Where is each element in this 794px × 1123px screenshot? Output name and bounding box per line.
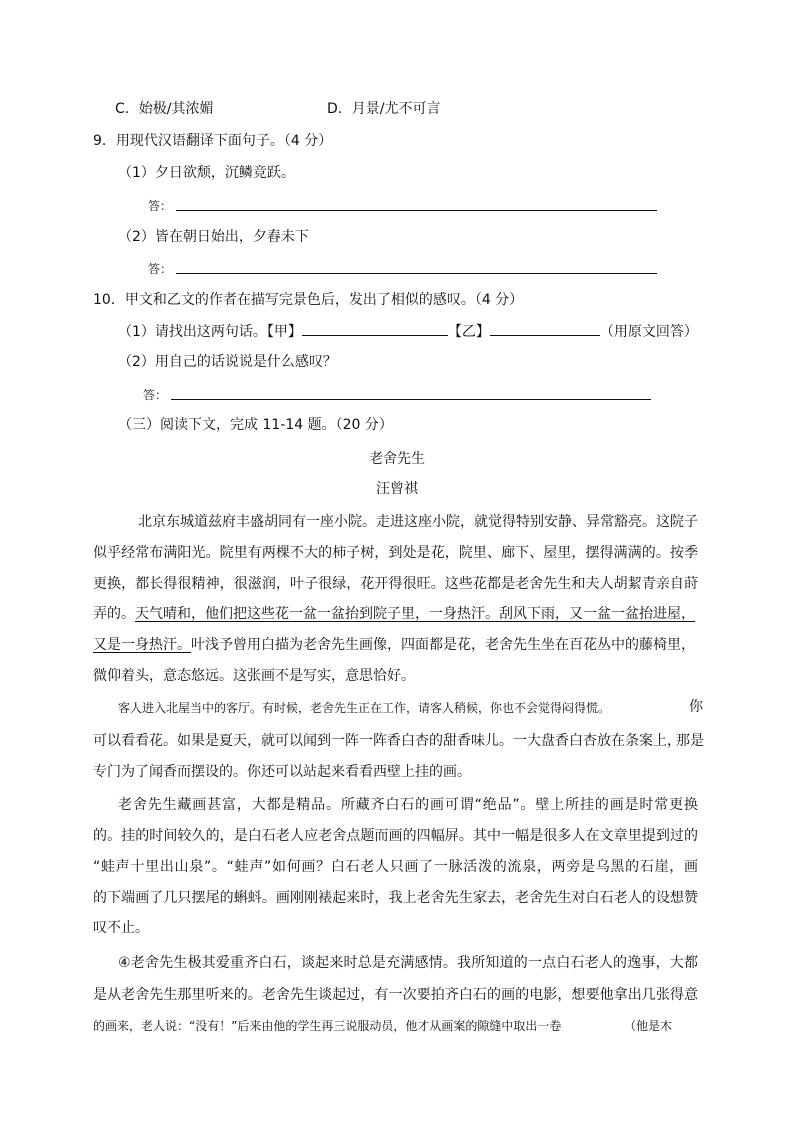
q10-item1-prefix: （1）请找出这两句话。 <box>118 324 267 340</box>
q10-item2: （2）用自己的话说说是什么感叹？ <box>118 354 337 370</box>
q9-item1: （1）夕日欲颓，沉鳞竞跃。 <box>118 165 295 181</box>
p2-line-1: 客人进入北屋当中的客厅。有时候，老舍先生正在工作，请客人稍候，你也不会觉得闷得慌。 <box>118 701 611 715</box>
p1-line-2: 似乎经常布满阳光。院里有两棵不大的柿子树，到处是花，院里、廊下、屋里，摆得满满的。按季 <box>93 545 698 561</box>
q8-option-c: C．始极/其浓媚 <box>115 101 214 117</box>
p3-line-4: 的下端画了几只摆尾的蝌蚪。画刚刚裱起来时，我上老舍先生家去，老舍先生对白石老人的设想赞 <box>93 890 698 906</box>
p1-line-4-start: 弄的。 <box>93 606 135 622</box>
p2-line-3: 专门为了闻香而摆设的。你还可以站起来看看西壁上挂的画。 <box>93 764 471 780</box>
p1-line-1: 北京东城道兹府丰盛胡同有一座小院。走进这座小院，就觉得特别安静、异常豁亮。这院子 <box>138 514 698 530</box>
p1-underlined-sentence-a: 天气晴和，他们把这些花一盆一盆抬到院子里，一身热汗。刮风下雨，又一盆一盆抬进屋， <box>135 606 695 622</box>
article-author: 汪曾祺 <box>376 481 418 497</box>
p1-line-5-rest: 叶浅予曾用白描为老舍先生画像，四面都是花，老舍先生坐在百花丛中的藤椅里， <box>191 637 695 653</box>
p1-line-6: 微仰着头，意态悠远。这张画不是写实，意思恰好。 <box>93 668 415 684</box>
q9-item2: （2）皆在朝日始出，夕舂未下 <box>118 229 309 245</box>
q10-stem: 10．甲文和乙文的作者在描写完景色后，发出了相似的感叹。（4 分） <box>93 292 524 308</box>
p4-line-1: ④老舍先生极其爱重齐白石，谈起来时总是充满感情。我所知道的一点白石老人的逸事，大都 <box>118 955 698 971</box>
q10-yi-blank[interactable] <box>490 321 600 336</box>
p3-line-2: 的。挂的时间较久的，是白石老人应老舍点题而画的四幅屏。其中一幅是很多人在文章里提到过的 <box>93 828 698 844</box>
q10-answer-label: 答： <box>143 388 168 402</box>
q9-answer-line-2[interactable] <box>176 273 657 274</box>
q10-yi-label: 【乙】 <box>447 324 490 340</box>
p2-line-2: 可以看看花。如果是夏天，就可以闻到一阵一阵香白杏的甜香味儿。一大盘香白杏放在条案上， <box>93 733 681 749</box>
q10-jia-label: 【甲】 <box>266 324 302 340</box>
q9-answer-label-1: 答： <box>148 199 173 213</box>
q10-jia-blank[interactable] <box>302 321 448 336</box>
q9-answer-label-2: 答： <box>148 262 173 276</box>
p4-line-3: 的画来，老人说：“没有！”后来由他的学生再三说服动员，他才从画案的隙缝中取出一卷 <box>93 1019 562 1033</box>
p4-line-2: 是从老舍先生那里听来的。老舍先生谈起过，有一次要拍齐白石的画的电影，想要他拿出几张得意 <box>93 987 698 1003</box>
article-title: 老舍先生 <box>369 451 425 467</box>
q10-item1-line <box>118 321 698 342</box>
p1-line-5 <box>93 635 695 655</box>
p3-line-1: 老舍先生藏画甚富，大都是精品。所藏齐白石的画可谓“绝品”。壁上所挂的画是时常更换 <box>118 797 698 813</box>
p3-line-3: “蛙声十里出山泉”。“蛙声”如何画？白石老人只画了一脉活泼的流泉，两旁是乌黑的石崖，画 <box>93 859 698 875</box>
p3-line-5: 叹不止。 <box>93 920 149 936</box>
q10-item1-suffix: （用原文回答） <box>599 324 698 340</box>
q9-stem: 9．用现代汉语翻译下面句子。（4 分） <box>93 133 333 149</box>
q9-answer-line-1[interactable] <box>176 210 657 211</box>
p1-line-4 <box>93 604 695 624</box>
p2-line-1-tail: 你 <box>689 699 703 715</box>
p4-line-3-tail: （他是木 <box>624 1019 673 1033</box>
q10-answer-line[interactable] <box>171 399 651 400</box>
p1-underlined-sentence-b: 又是一身热汗。 <box>93 637 191 653</box>
p2-line-2-tail: 那是 <box>676 733 704 749</box>
q8-option-d: D．月景/尤不可言 <box>327 101 441 117</box>
p1-line-3: 更换，都长得很精神，很滋润，叶子很绿，花开得很旺。这些花都是老舍先生和夫人胡絜青亲自莳 <box>93 576 698 592</box>
section3-heading: （三）阅读下文，完成 11-14 题。（20 分） <box>118 417 393 433</box>
